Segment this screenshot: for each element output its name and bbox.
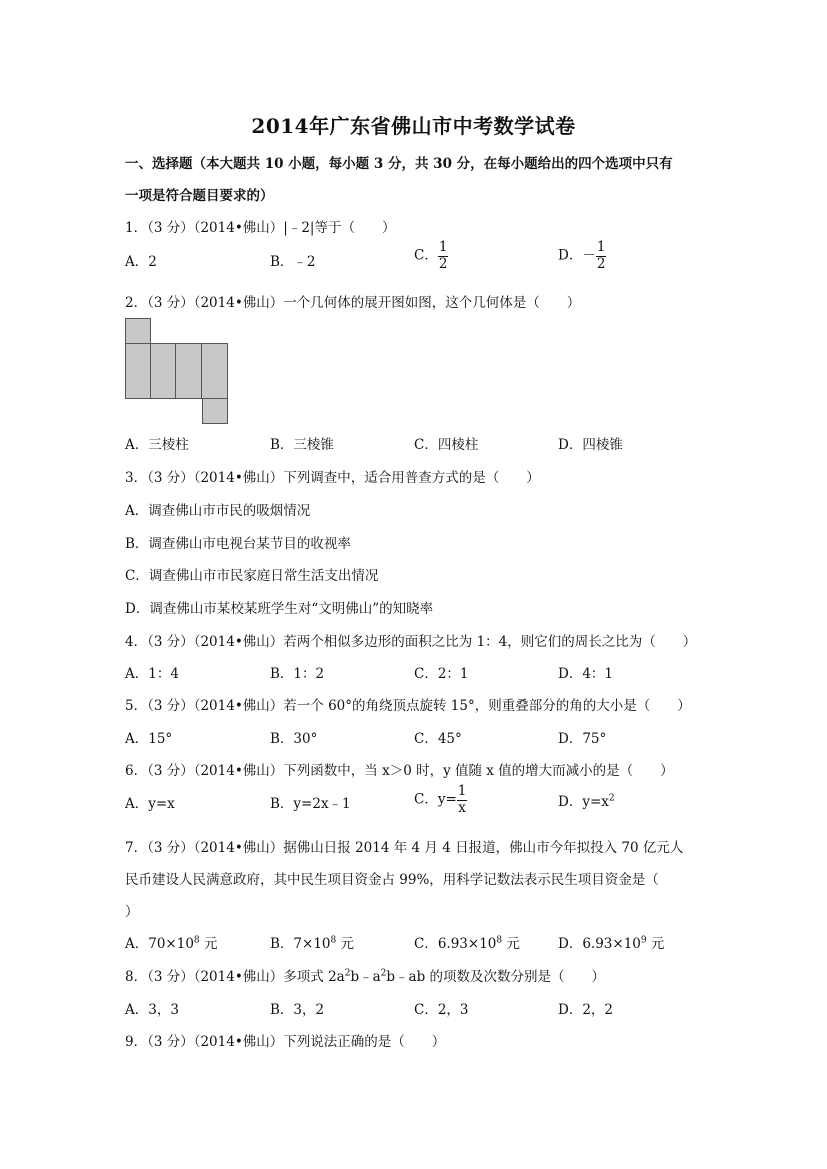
- q8-option-c: C．2，3: [414, 1002, 469, 1018]
- q1-option-c: [414, 241, 448, 271]
- section-heading-line2: 一项是符合题目要求的）: [125, 188, 274, 204]
- q7-stem-line3: ）: [125, 904, 139, 920]
- q7-b-exponent: 8: [330, 935, 337, 946]
- q7-option-c: [414, 932, 520, 952]
- q5-option-b: B．30°: [270, 731, 318, 747]
- net-square-top: [125, 318, 151, 344]
- net-face-4: [201, 343, 228, 399]
- q1-option-d-sign: －: [582, 247, 596, 264]
- q4-option-c: C．2：1: [414, 666, 469, 682]
- q7-option-a: [125, 932, 217, 952]
- q6-option-c-label: C．: [414, 791, 438, 808]
- q1-option-b: B．﹣2: [270, 254, 316, 270]
- q7-c-base: C．6.93×10: [414, 936, 497, 952]
- q8-stem: [125, 965, 605, 985]
- q6-option-d-exponent: 2: [608, 793, 615, 804]
- q8-exp-2: 2: [380, 968, 387, 979]
- q1-option-a: A．2: [125, 254, 157, 270]
- q3-option-c: C．调查佛山市市民家庭日常生活支出情况: [125, 568, 379, 584]
- q9-stem: 9．（3 分）（2014•佛山）下列说法正确的是（ ）: [125, 1034, 446, 1050]
- q3-option-b: B．调查佛山市电视台某节目的收视率: [125, 536, 351, 552]
- q1-d-numerator: 1: [596, 239, 606, 255]
- q7-b-unit: 元: [336, 936, 355, 952]
- q7-option-b: [270, 932, 354, 952]
- q5-option-d: D．75°: [558, 731, 607, 747]
- q1-option-d: [558, 241, 606, 271]
- q8-exp-1: 2: [344, 968, 351, 979]
- q6-option-c-prefix: y=: [437, 791, 457, 808]
- q1-option-c-label: C．: [414, 247, 438, 264]
- q4-option-b: B．1：2: [270, 666, 325, 682]
- q7-b-base: B．7×10: [270, 936, 331, 952]
- q4-stem: 4．（3 分）（2014•佛山）若两个相似多边形的面积之比为 1：4，则它们的周长之比为（ ）: [125, 634, 697, 650]
- q5-option-c: C．45°: [414, 731, 462, 747]
- q1-d-denominator: 2: [596, 255, 606, 272]
- q2-option-a: A．三棱柱: [125, 437, 189, 453]
- q3-option-d: D．调查佛山市某校某班学生对“文明佛山”的知晓率: [125, 601, 434, 617]
- q1-c-denominator: 2: [438, 255, 448, 272]
- q6-c-numerator: 1: [457, 783, 467, 799]
- q2-stem: 2．（3 分）（2014•佛山）一个几何体的展开图如图，这个几何体是（ ）: [125, 295, 581, 311]
- q3-stem: 3．（3 分）（2014•佛山）下列调查中，适合用普查方式的是（ ）: [125, 470, 540, 486]
- net-face-1: [125, 343, 151, 399]
- q7-a-base: A．70×10: [125, 936, 194, 952]
- net-square-bottom: [202, 398, 228, 424]
- q7-a-unit: 元: [199, 936, 218, 952]
- net-face-3: [175, 343, 202, 399]
- q8-option-d: D．2，2: [558, 1002, 614, 1018]
- net-face-2: [150, 343, 176, 399]
- section-heading-line1: 一、选择题（本大题共 10 小题，每小题 3 分，共 30 分，在每小题给出的四个选项中只有: [125, 156, 673, 172]
- q8-stem-post: b﹣ab 的项数及次数分别是（ ）: [386, 969, 606, 985]
- q7-a-exponent: 8: [193, 935, 200, 946]
- q7-stem-line1: 7．（3 分）（2014•佛山）据佛山日报 2014 年 4 月 4 日报道，佛山市今年拟投入 70 亿元人: [125, 840, 684, 856]
- q4-option-a: A．1：4: [125, 666, 179, 682]
- q2-option-d: D．四棱锥: [558, 437, 623, 453]
- q6-option-b: B．y=2x﹣1: [270, 796, 351, 812]
- q7-option-d: [558, 932, 664, 952]
- cube-net-figure: [125, 318, 230, 424]
- q8-stem-pre: 8．（3 分）（2014•佛山）多项式 2a: [125, 969, 345, 985]
- q7-d-unit: 元: [646, 936, 665, 952]
- q2-option-b: B．三棱锥: [270, 437, 334, 453]
- q7-d-base: D．6.93×10: [558, 936, 641, 952]
- q6-option-c-fraction: [457, 785, 468, 815]
- q6-option-d: [558, 790, 615, 810]
- q8-option-a: A．3，3: [125, 1002, 179, 1018]
- q3-option-a: A．调查佛山市市民的吸烟情况: [125, 503, 311, 519]
- q5-option-a: A．15°: [125, 731, 173, 747]
- q1-option-c-fraction: [438, 241, 449, 271]
- q1-option-d-fraction: [596, 241, 607, 271]
- q6-option-c: [414, 785, 467, 815]
- q7-c-exponent: 8: [496, 935, 503, 946]
- q1-c-numerator: 1: [438, 239, 448, 255]
- page-title: 2014年广东省佛山市中考数学试卷: [251, 114, 576, 138]
- q1-option-d-label: D．: [558, 247, 583, 264]
- q8-option-b: B．3，2: [270, 1002, 325, 1018]
- q6-option-d-base: D．y=x: [558, 794, 609, 810]
- q7-d-exponent: 9: [640, 935, 647, 946]
- q1-stem: 1．（3 分）（2014•佛山）|﹣2|等于（ ）: [125, 220, 396, 236]
- q6-option-a: A．y=x: [125, 796, 175, 812]
- q6-stem: 6．（3 分）（2014•佛山）下列函数中，当 x＞0 时，y 值随 x 值的增大而减小的是（ ）: [125, 763, 674, 779]
- q7-stem-line2: 民币建设人民满意政府，其中民生项目资金占 99%，用科学记数法表示民生项目资金是（: [125, 872, 659, 888]
- q7-c-unit: 元: [502, 936, 520, 952]
- q5-stem: 5．（3 分）（2014•佛山）若一个 60°的角绕顶点旋转 15°，则重叠部分的角的大小是（ ）: [125, 698, 691, 714]
- q6-c-denominator: x: [458, 799, 466, 816]
- q2-option-c: C．四棱柱: [414, 437, 479, 453]
- q8-stem-mid: b﹣a: [350, 969, 381, 985]
- q4-option-d: D．4：1: [558, 666, 614, 682]
